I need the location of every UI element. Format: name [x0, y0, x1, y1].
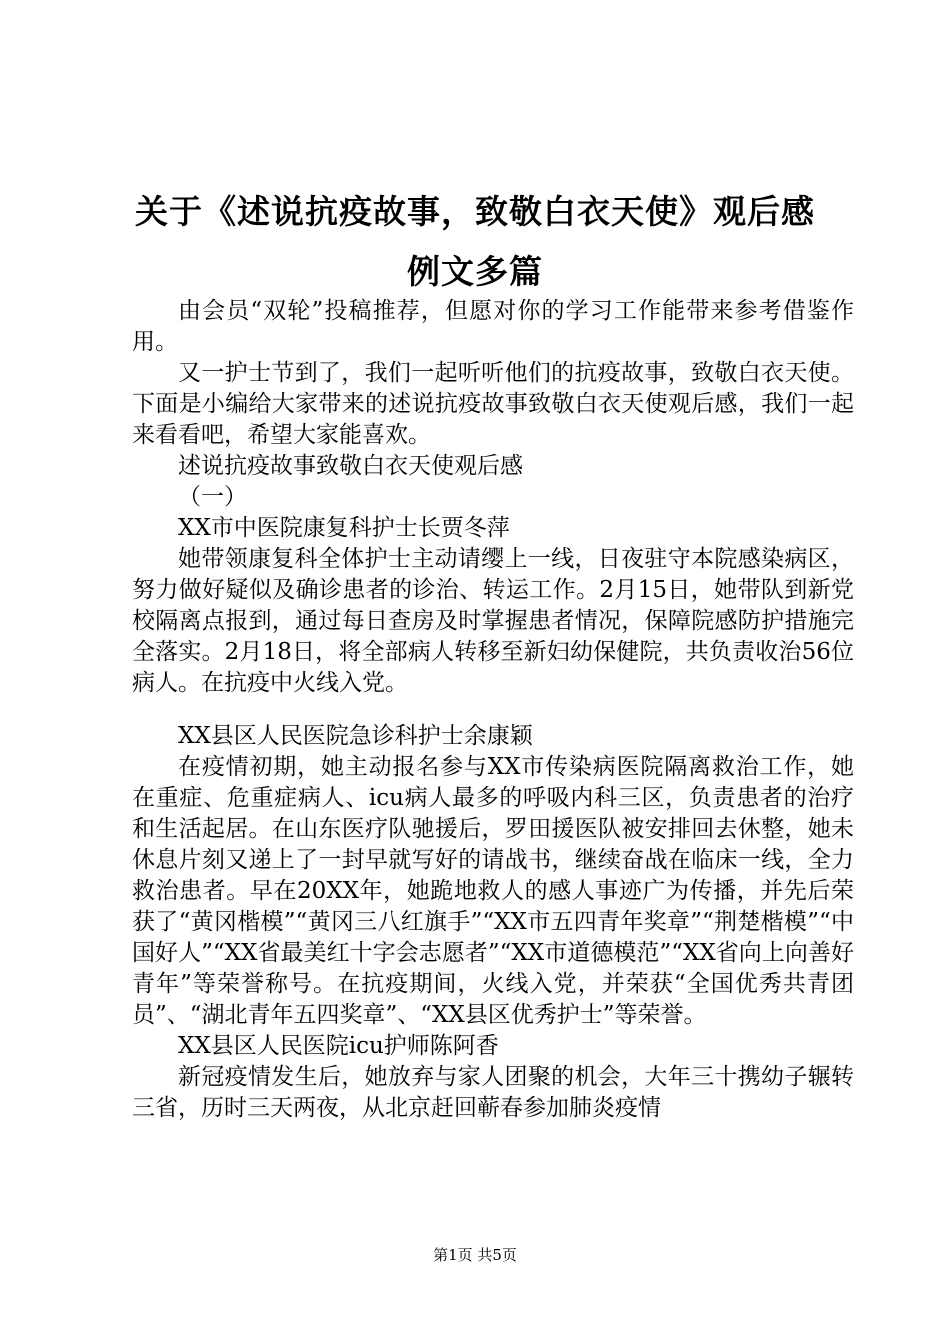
- paragraph-person-3: 新冠疫情发生后，她放弃与家人团聚的机会，大年三十携幼子辗转三省，历时三天两夜，从北京赶回蕲春参加肺炎疫情: [132, 1064, 854, 1121]
- person-heading-1: XX市中医院康复科护士长贾冬萍: [178, 515, 510, 541]
- paragraph-person-1: 她带领康复科全体护士主动请缨上一线，日夜驻守本院感染病区，努力做好疑似及确诊患者的诊治、转运工作。2月15日，她带队到新党校隔离点报到，通过每日查房及时掌握患者情况，保障院感防护措施完全落实。2月18日，将全部病人转移至新妇幼保健院，共负责收治56位病人。在抗疫中火线入党。: [132, 546, 854, 696]
- paragraph-person-2: 在疫情初期，她主动报名参与XX市传染病医院隔离救治工作，她在重症、危重症病人、icu病人最多的呼吸内科三区，负责患者的治疗和生活起居。在山东医疗队驰援后，罗田援医队被安排回去休整，她未休息片刻又递上了一封早就写好的请战书，继续奋战在临床一线，全力救治患者。早在20XX年，她跪地救人的感人事迹广为传播，并先后荣获了“黄冈楷模”“黄冈三八红旗手”“XX市五四青年奖章”“荆楚楷模”“中国好人”“XX省最美红十字会志愿者”“XX市道德模范”“XX省向上向善好青年”等荣誉称号。在抗疫期间，火线入党，并荣获“全国优秀共青团员”、“湖北青年五四奖章”、“XX县区优秀护士”等荣誉。: [132, 754, 854, 1028]
- person-heading-3: XX县区人民医院icu护师陈阿香: [178, 1033, 499, 1059]
- document-title-line-1: 关于《述说抗疫故事，致敬白衣天使》观后感: [135, 192, 815, 231]
- paragraph-lead: 又一护士节到了，我们一起听听他们的抗疫故事，致敬白衣天使。下面是小编给大家带来的述说抗疫故事致敬白衣天使观后感，我们一起来看看吧，希望大家能喜欢。: [132, 360, 854, 448]
- document-body: [132, 296, 854, 1124]
- document-title-line-2: 例文多篇: [407, 252, 543, 291]
- paragraph-intro: 由会员“双轮”投稿推荐，但愿对你的学习工作能带来参考借鉴作用。: [132, 298, 854, 355]
- page-number-footer: 第1页 共5页: [433, 1246, 517, 1264]
- section-heading: 述说抗疫故事致敬白衣天使观后感: [178, 453, 523, 479]
- person-heading-2: XX县区人民医院急诊科护士余康颖: [178, 723, 533, 749]
- paragraph-spacer: [132, 699, 854, 721]
- section-number: （一）: [178, 484, 247, 510]
